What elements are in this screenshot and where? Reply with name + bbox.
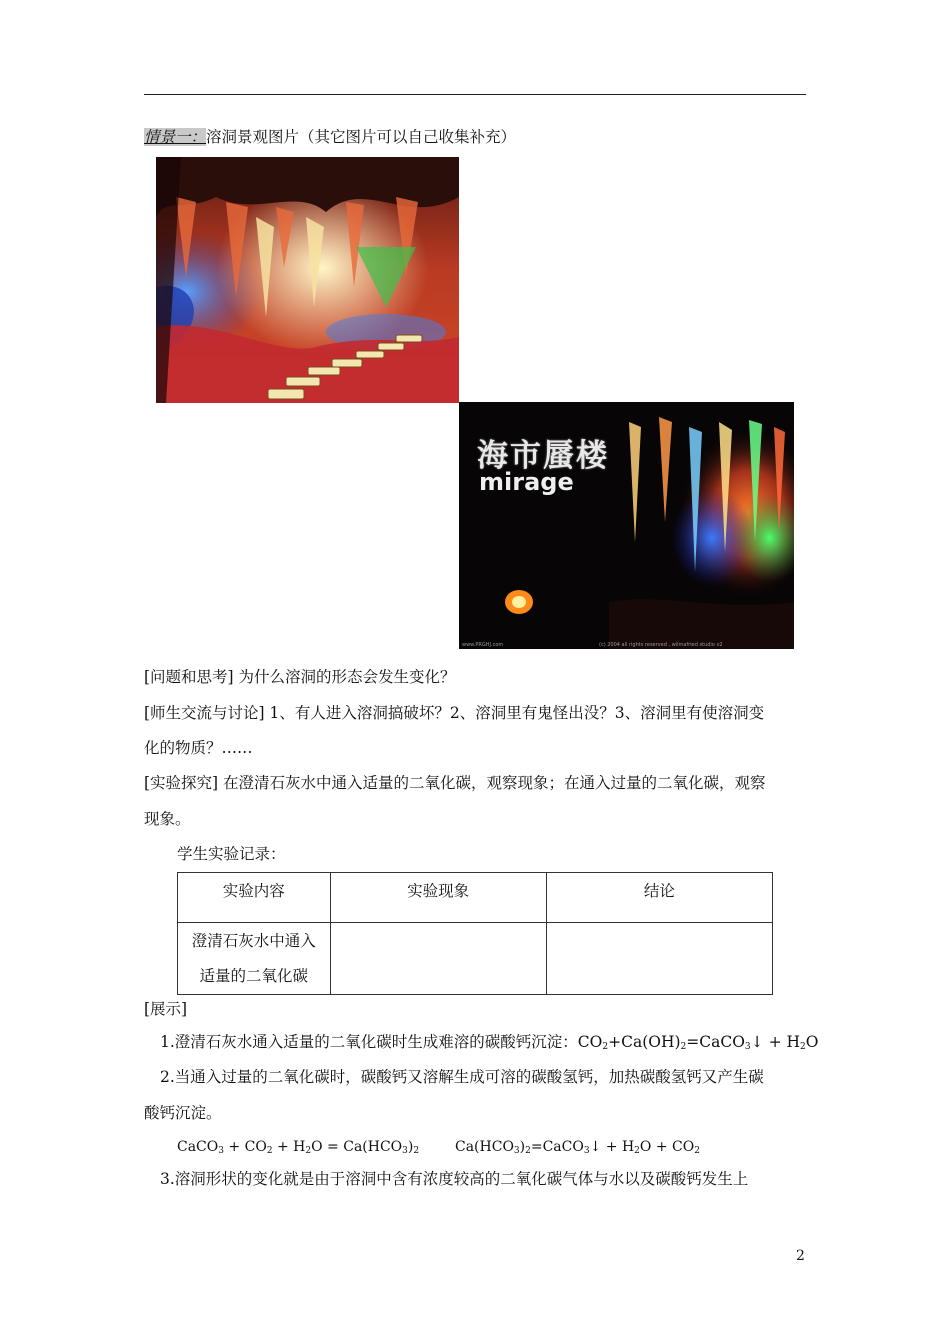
eq1-part-b: +Ca(OH) [608,1033,681,1051]
eq1-sub-c: 3 [744,1042,751,1052]
e2-b-sub: 2 [525,1146,531,1156]
eq1-sub-d: 2 [800,1042,806,1052]
cell-phenomenon [330,923,546,995]
experiment-line-2: 现象。 [144,810,191,828]
item-2-line-1: 2.当通入过量的二氧化碳时，碳酸钙又溶解生成可溶的碳酸氢钙，加热碳酸氢钙又产生碳 [160,1068,764,1086]
e1-d: O = Ca(HCO [311,1139,403,1155]
scene-heading [144,126,516,148]
experiment-record-table [177,872,773,995]
photo-credit-left: www.PRGHJ.com [462,642,504,648]
discussion-line-2: 化的物质？…… [144,739,253,757]
e1-b-sub: 2 [266,1146,273,1156]
question-line: [问题和思考] 为什么溶洞的形态会发生变化？ [144,668,456,686]
cell-conclusion [546,923,772,995]
eq1-sub-b: 2 [680,1042,687,1052]
e2-d-sub: 2 [634,1146,640,1156]
header-conclusion [546,873,772,923]
e1-a: CaCO [177,1139,219,1155]
e1-e: ) [407,1139,414,1155]
cell-content-line-1: 澄清石灰水中通入 [191,932,316,950]
header-rule [144,94,806,95]
photo-credit-right: (c) 2004 all rights reserved , wilmafried studio v2 [599,642,723,648]
e2-c: =CaCO [530,1139,584,1155]
e2-c-sub: 3 [583,1146,590,1156]
item-1-equation [578,1033,819,1051]
experiment-line-1: [实验探究] 在澄清石灰水中通入适量的二氧化碳，观察现象；在通入过量的二氧化碳，观察 [144,774,766,792]
e1-a-sub: 3 [218,1146,224,1156]
record-label: 学生实验记录： [177,845,286,863]
header-content [178,873,331,923]
eq1-part-d: ↓ + H [750,1033,801,1051]
e2-b: ) [519,1139,526,1155]
e2-e: O + CO [639,1139,695,1155]
item-1-text: 1.澄清石灰水通入适量的二氧化碳时生成难溶的碳酸钙沉淀： [160,1033,578,1051]
e2-a-sub: 3 [513,1146,520,1156]
mirage-sign-chinese: 海市蜃楼 [477,438,609,474]
page-number: 2 [796,1248,805,1264]
header-phenomenon [330,873,546,923]
eq1-sub-a: 2 [602,1042,609,1052]
e2-e-sub: 2 [694,1146,700,1156]
header-content-label: 实验内容 [222,882,285,900]
e1-e-sub: 2 [413,1146,420,1156]
mirage-sign-english: mirage [479,468,574,496]
item-2-line-2: 酸钙沉淀。 [144,1104,222,1122]
eq1-part-e: O [805,1033,819,1051]
header-conclusion-label: 结论 [643,882,675,900]
cave-photo-1-image [156,157,459,403]
equation-1 [177,1136,419,1162]
e1-d-sub: 3 [402,1146,408,1156]
scene-text: 溶洞景观图片（其它图片可以自己收集补充） [206,128,517,146]
table-row [178,923,773,995]
item-1 [160,1031,818,1058]
cave-photo-2 [459,402,794,649]
eq1-part-a: CO [577,1033,603,1051]
e2-a: Ca(HCO [455,1139,514,1155]
e1-c: + H [272,1139,306,1155]
equation-2 [455,1136,700,1162]
e2-d: ↓ + H [589,1139,635,1155]
eq1-part-c: =CaCO [686,1033,745,1051]
display-label: [展示] [144,1000,188,1018]
e1-c-sub: 2 [305,1146,312,1156]
item-3: 3.溶洞形状的变化就是由于溶洞中含有浓度较高的二氧化碳气体与水以及碳酸钙发生上 [160,1170,749,1188]
discussion-line-1: [师生交流与讨论] 1、有人进入溶洞搞破坏？2、溶洞里有鬼怪出没？3、溶洞里有使溶洞变 [144,704,765,722]
e1-b: + CO [223,1139,267,1155]
cell-content-line-2: 适量的二氧化碳 [199,967,308,985]
table-header-row [178,873,773,923]
scene-label: 情景一： [144,128,207,146]
header-phenomenon-label: 实验现象 [407,882,470,900]
cell-content [178,923,331,995]
cave-photo-1 [156,157,459,403]
